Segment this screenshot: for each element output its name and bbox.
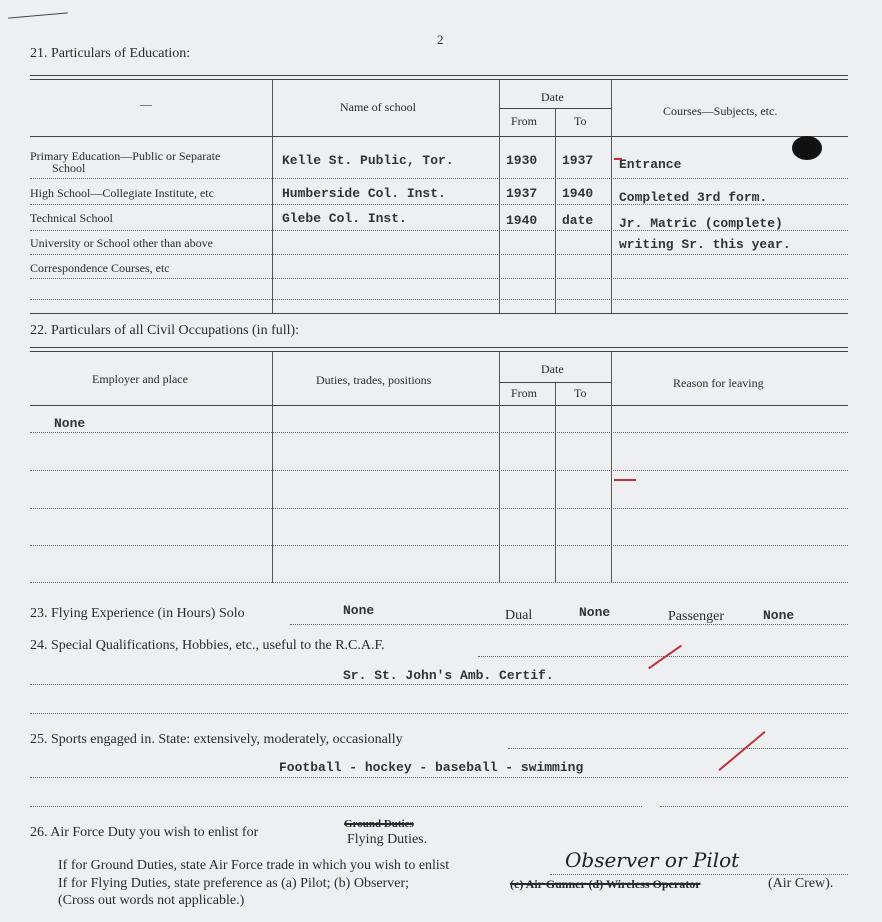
date-to: 1937	[562, 153, 594, 168]
flying-experience-label: 23. Flying Experience (in Hours) Solo	[30, 606, 245, 621]
flying-preference-line: If for Flying Duties, state preference as (a) Pilot; (b) Observer;	[58, 876, 410, 891]
handwritten-preference: Observer or Pilot	[565, 848, 740, 872]
date-from: 1930	[506, 153, 538, 168]
row-label: School	[52, 161, 86, 175]
dotted-line	[30, 230, 848, 231]
dual-hours: None	[579, 605, 611, 620]
courses: Entrance	[619, 157, 682, 172]
header-courses: Courses—Subjects, etc.	[663, 104, 778, 118]
courses: Jr. Matric (complete)	[619, 216, 783, 231]
header-name-of-school: Name of school	[340, 100, 416, 114]
passenger-label: Passenger	[668, 609, 724, 624]
row-label: University or School other than above	[30, 236, 213, 250]
special-qualifications-label: 24. Special Qualifications, Hobbies, etc., useful to the R.C.A.F.	[30, 638, 385, 653]
divider	[30, 347, 848, 348]
special-qualifications-value: Sr. St. John's Amb. Certif.	[343, 668, 554, 683]
divider	[499, 382, 611, 383]
date-to: date	[562, 213, 594, 228]
header-from: From	[511, 114, 538, 128]
cross-out-note: (Cross out words not applicable.)	[58, 893, 245, 908]
red-tick	[614, 158, 622, 160]
ground-duties-struck: Ground Duties	[344, 818, 414, 830]
school-name: Humberside Col. Inst.	[282, 186, 446, 201]
dotted-line	[290, 624, 848, 625]
divider	[499, 108, 611, 109]
row-label: Correspondence Courses, etc	[30, 261, 170, 275]
dotted-line	[660, 806, 848, 807]
header-from: From	[511, 386, 538, 400]
date-from: 1937	[506, 186, 538, 201]
dotted-line	[30, 470, 848, 471]
ground-trade-line: If for Ground Duties, state Air Force trade in which you wish to enlist	[58, 858, 450, 873]
courses: Completed 3rd form.	[619, 190, 768, 205]
dotted-line	[30, 713, 848, 714]
dotted-line	[550, 874, 848, 875]
school-name: Kelle St. Public, Tor.	[282, 153, 454, 168]
red-check	[718, 731, 765, 771]
column-line	[555, 382, 556, 583]
flying-duties-option: Flying Duties.	[347, 832, 428, 847]
row-label: High School—Collegiate Institute, etc	[30, 186, 214, 200]
dotted-line	[30, 508, 848, 509]
sports-label: 25. Sports engaged in. State: extensively, moderately, occasionally	[30, 732, 403, 747]
divider	[30, 136, 848, 137]
struck-options: (c) Air Gunner (d) Wireless Operator	[510, 877, 701, 891]
dotted-line	[30, 806, 642, 807]
divider	[30, 75, 848, 76]
column-line	[272, 352, 273, 583]
ink-blot	[792, 136, 822, 160]
page-number: 2	[437, 32, 444, 47]
dotted-line	[30, 299, 848, 300]
dotted-line	[30, 178, 848, 179]
dotted-line	[30, 254, 848, 255]
header-to: To	[574, 114, 587, 128]
dotted-line	[30, 545, 848, 546]
dotted-line	[30, 777, 848, 778]
red-mark	[614, 479, 636, 481]
column-line	[611, 352, 612, 583]
divider	[30, 79, 848, 80]
row-label: Primary Education—Public or Separate	[30, 149, 221, 163]
air-crew-label: (Air Crew).	[768, 876, 834, 891]
section-21-title: 21. Particulars of Education:	[30, 46, 191, 61]
date-from: 1940	[506, 213, 538, 228]
column-line	[499, 352, 500, 583]
header-employer: Employer and place	[92, 372, 188, 386]
solo-hours: None	[343, 603, 375, 618]
employer-value: None	[54, 416, 86, 431]
header-date: Date	[541, 362, 564, 376]
header-duties: Duties, trades, positions	[316, 373, 432, 387]
dotted-line	[30, 278, 848, 279]
divider	[30, 351, 848, 352]
divider	[30, 313, 848, 314]
section-22-title: 22. Particulars of all Civil Occupations (in full):	[30, 323, 300, 338]
courses: writing Sr. this year.	[619, 237, 791, 252]
divider	[30, 405, 848, 406]
dotted-line	[30, 684, 848, 685]
header-reason: Reason for leaving	[673, 376, 764, 390]
header-blank: —	[140, 97, 152, 111]
dual-label: Dual	[505, 608, 533, 623]
column-line	[555, 108, 556, 313]
school-name: Glebe Col. Inst.	[282, 211, 407, 226]
dotted-line	[30, 432, 848, 433]
header-date: Date	[541, 90, 564, 104]
dotted-line	[30, 582, 848, 583]
passenger-hours: None	[763, 608, 795, 623]
mark	[8, 12, 68, 18]
dotted-line	[30, 204, 848, 205]
sports-value: Football - hockey - baseball - swimming	[279, 760, 584, 775]
row-label: Technical School	[30, 211, 113, 225]
date-to: 1940	[562, 186, 594, 201]
header-to: To	[574, 386, 587, 400]
air-force-duty-label: 26. Air Force Duty you wish to enlist for	[30, 825, 259, 840]
red-check	[648, 645, 682, 670]
dotted-line	[508, 748, 848, 749]
